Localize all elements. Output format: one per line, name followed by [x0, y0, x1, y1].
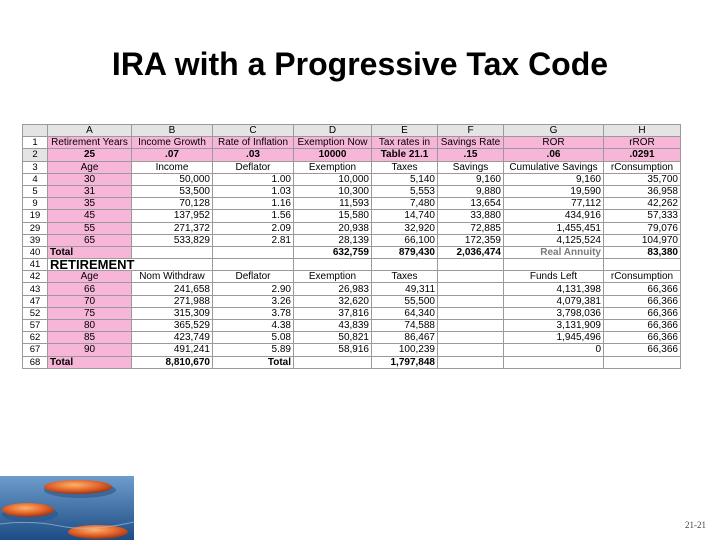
- data-cell: 32,620: [294, 295, 372, 307]
- param-value: .03: [213, 149, 294, 161]
- data-cell: 10,000: [294, 173, 372, 185]
- param-value: .06: [504, 149, 604, 161]
- data-cell: 100,239: [372, 344, 438, 356]
- column-letter: A: [48, 125, 132, 137]
- retirement-header-row: [23, 259, 681, 271]
- param-label: Rate of Inflation: [213, 137, 294, 149]
- data-cell: 66: [48, 283, 132, 295]
- retirement-label: RETIREMENT: [48, 259, 213, 271]
- data-cell: 15,580: [294, 210, 372, 222]
- data-cell: 43,839: [294, 320, 372, 332]
- row-number: 5: [23, 185, 48, 197]
- empty-cell: [438, 356, 504, 368]
- row-number: 29: [23, 222, 48, 234]
- data-cell: 86,467: [372, 332, 438, 344]
- data-cell: 3,131,909: [504, 320, 604, 332]
- param-value-row: [23, 149, 681, 161]
- column-label: Exemption: [294, 271, 372, 283]
- data-cell: 30: [48, 173, 132, 185]
- data-cell: 33,880: [438, 210, 504, 222]
- param-label-row: [23, 137, 681, 149]
- empty-cell: [372, 259, 438, 271]
- table-row: [23, 210, 681, 222]
- data-cell: 2.90: [213, 283, 294, 295]
- table-row: [23, 173, 681, 185]
- data-cell: 9,160: [504, 173, 604, 185]
- total-label: Total: [213, 356, 294, 368]
- data-cell: 50,000: [132, 173, 213, 185]
- row-number: 67: [23, 344, 48, 356]
- table-row: [23, 332, 681, 344]
- data-cell: 37,816: [294, 307, 372, 319]
- column-letter: C: [213, 125, 294, 137]
- data-cell: 66,366: [604, 283, 681, 295]
- column-header-row: [23, 125, 681, 137]
- data-cell: 2.09: [213, 222, 294, 234]
- empty-cell: [132, 246, 213, 258]
- data-cell: 66,366: [604, 344, 681, 356]
- data-cell: 36,958: [604, 185, 681, 197]
- data-cell: 104,970: [604, 234, 681, 246]
- column-letter: F: [438, 125, 504, 137]
- row-number: 3: [23, 161, 48, 173]
- data-cell: 13,654: [438, 198, 504, 210]
- column-label: Deflator: [213, 271, 294, 283]
- data-cell: 4,125,524: [504, 234, 604, 246]
- column-letter: B: [132, 125, 213, 137]
- data-cell: 365,529: [132, 320, 213, 332]
- data-cell: 32,920: [372, 222, 438, 234]
- row-number: 41: [23, 259, 48, 271]
- row-number: 52: [23, 307, 48, 319]
- param-label: rROR: [604, 137, 681, 149]
- data-cell: [438, 295, 504, 307]
- retirement-total-row: [23, 356, 681, 368]
- data-cell: 57,333: [604, 210, 681, 222]
- table-row: [23, 344, 681, 356]
- param-label: Retirement Years: [48, 137, 132, 149]
- data-cell: 90: [48, 344, 132, 356]
- data-cell: 172,359: [438, 234, 504, 246]
- data-cell: 0: [504, 344, 604, 356]
- work-header-row: [23, 161, 681, 173]
- empty-cell: [504, 356, 604, 368]
- data-cell: 35,700: [604, 173, 681, 185]
- retirement-column-row: [23, 271, 681, 283]
- data-cell: 271,372: [132, 222, 213, 234]
- data-cell: 1.03: [213, 185, 294, 197]
- column-label: Cumulative Savings: [504, 161, 604, 173]
- table-row: [23, 283, 681, 295]
- param-label: Savings Rate: [438, 137, 504, 149]
- param-value: 25: [48, 149, 132, 161]
- data-cell: 55: [48, 222, 132, 234]
- data-cell: 7,480: [372, 198, 438, 210]
- empty-cell: [294, 356, 372, 368]
- empty-cell: [438, 259, 504, 271]
- param-label: Income Growth: [132, 137, 213, 149]
- data-cell: 137,952: [132, 210, 213, 222]
- data-cell: 3.26: [213, 295, 294, 307]
- column-letter: D: [294, 125, 372, 137]
- data-cell: 80: [48, 320, 132, 332]
- empty-cell: [504, 259, 604, 271]
- data-cell: 4,079,381: [504, 295, 604, 307]
- data-cell: 1.16: [213, 198, 294, 210]
- total-exemption: 632,759: [294, 246, 372, 258]
- total-savings: 2,036,474: [438, 246, 504, 258]
- data-cell: 434,916: [504, 210, 604, 222]
- column-label: Income: [132, 161, 213, 173]
- data-cell: 50,821: [294, 332, 372, 344]
- data-cell: 9,160: [438, 173, 504, 185]
- column-letter: H: [604, 125, 681, 137]
- param-value: .15: [438, 149, 504, 161]
- data-cell: 4.38: [213, 320, 294, 332]
- data-cell: 70: [48, 295, 132, 307]
- table-row: [23, 234, 681, 246]
- data-cell: 3.78: [213, 307, 294, 319]
- data-cell: 14,740: [372, 210, 438, 222]
- data-cell: 5.08: [213, 332, 294, 344]
- data-cell: 85: [48, 332, 132, 344]
- data-cell: 5.89: [213, 344, 294, 356]
- slide-title: IRA with a Progressive Tax Code: [111, 46, 609, 82]
- table-row: [23, 320, 681, 332]
- data-cell: 423,749: [132, 332, 213, 344]
- data-cell: 77,112: [504, 198, 604, 210]
- data-cell: 315,309: [132, 307, 213, 319]
- param-label: Exemption Now: [294, 137, 372, 149]
- empty-cell: [213, 246, 294, 258]
- data-cell: 5,140: [372, 173, 438, 185]
- column-letter: E: [372, 125, 438, 137]
- row-number: 2: [23, 149, 48, 161]
- corner-cell: [23, 125, 48, 137]
- column-label: Age: [48, 161, 132, 173]
- column-label: Age: [48, 271, 132, 283]
- data-cell: 19,590: [504, 185, 604, 197]
- data-cell: 5,553: [372, 185, 438, 197]
- table-row: [23, 307, 681, 319]
- data-cell: 3,798,036: [504, 307, 604, 319]
- data-cell: [438, 332, 504, 344]
- empty-cell: [213, 259, 294, 271]
- data-cell: [438, 283, 504, 295]
- data-cell: 49,311: [372, 283, 438, 295]
- param-value: Table 21.1: [372, 149, 438, 161]
- total-label: Total: [48, 356, 132, 368]
- param-value: .0291: [604, 149, 681, 161]
- data-cell: 4,131,398: [504, 283, 604, 295]
- row-number: 19: [23, 210, 48, 222]
- data-cell: 35: [48, 198, 132, 210]
- column-letter: G: [504, 125, 604, 137]
- empty-cell: [604, 356, 681, 368]
- row-number: 4: [23, 173, 48, 185]
- data-cell: 74,588: [372, 320, 438, 332]
- table-row: [23, 185, 681, 197]
- data-cell: 66,366: [604, 295, 681, 307]
- empty-cell: [294, 259, 372, 271]
- data-cell: 11,593: [294, 198, 372, 210]
- column-label: Exemption: [294, 161, 372, 173]
- data-cell: 271,988: [132, 295, 213, 307]
- decorative-stones-image: [0, 476, 134, 540]
- data-cell: [438, 320, 504, 332]
- data-cell: 42,262: [604, 198, 681, 210]
- column-label: Nom Withdraw: [132, 271, 213, 283]
- row-number: 40: [23, 246, 48, 258]
- data-cell: 79,076: [604, 222, 681, 234]
- column-label: [438, 271, 504, 283]
- data-cell: 9,880: [438, 185, 504, 197]
- table-row: [23, 222, 681, 234]
- data-cell: [438, 344, 504, 356]
- data-cell: 66,366: [604, 307, 681, 319]
- table-row: [23, 198, 681, 210]
- data-cell: 58,916: [294, 344, 372, 356]
- param-value: 10000: [294, 149, 372, 161]
- column-label: Taxes: [372, 271, 438, 283]
- param-label: ROR: [504, 137, 604, 149]
- data-cell: 72,885: [438, 222, 504, 234]
- data-cell: [438, 307, 504, 319]
- data-cell: 26,983: [294, 283, 372, 295]
- data-cell: 1,455,451: [504, 222, 604, 234]
- data-cell: 64,340: [372, 307, 438, 319]
- data-cell: 20,938: [294, 222, 372, 234]
- total-taxes: 1,797,848: [372, 356, 438, 368]
- data-cell: 70,128: [132, 198, 213, 210]
- total-withdraw: 8,810,670: [132, 356, 213, 368]
- column-label: Funds Left: [504, 271, 604, 283]
- real-annuity-value: 83,380: [604, 246, 681, 258]
- data-cell: 28,139: [294, 234, 372, 246]
- data-cell: 65: [48, 234, 132, 246]
- row-number: 43: [23, 283, 48, 295]
- spreadsheet: [22, 124, 681, 369]
- column-label: rConsumption: [604, 271, 681, 283]
- data-cell: 45: [48, 210, 132, 222]
- data-cell: 533,829: [132, 234, 213, 246]
- column-label: Savings: [438, 161, 504, 173]
- row-number: 39: [23, 234, 48, 246]
- param-value: .07: [132, 149, 213, 161]
- total-label: Total: [48, 246, 132, 258]
- row-number: 57: [23, 320, 48, 332]
- working-total-row: [23, 246, 681, 258]
- data-cell: 2.81: [213, 234, 294, 246]
- row-number: 9: [23, 198, 48, 210]
- row-number: 68: [23, 356, 48, 368]
- column-label: Taxes: [372, 161, 438, 173]
- column-label: rConsumption: [604, 161, 681, 173]
- empty-cell: [604, 259, 681, 271]
- data-cell: 53,500: [132, 185, 213, 197]
- data-cell: 75: [48, 307, 132, 319]
- data-cell: 66,366: [604, 320, 681, 332]
- row-number: 47: [23, 295, 48, 307]
- data-cell: 241,658: [132, 283, 213, 295]
- data-cell: 1.00: [213, 173, 294, 185]
- slide-number: 21-21: [685, 520, 706, 530]
- data-cell: 55,500: [372, 295, 438, 307]
- param-label: Tax rates in: [372, 137, 438, 149]
- data-cell: 1,945,496: [504, 332, 604, 344]
- table-row: [23, 295, 681, 307]
- row-number: 1: [23, 137, 48, 149]
- real-annuity-label: Real Annuity: [504, 246, 604, 258]
- data-cell: 1.56: [213, 210, 294, 222]
- data-cell: 66,366: [604, 332, 681, 344]
- row-number: 62: [23, 332, 48, 344]
- column-label: Deflator: [213, 161, 294, 173]
- row-number: 42: [23, 271, 48, 283]
- data-cell: 491,241: [132, 344, 213, 356]
- data-cell: 10,300: [294, 185, 372, 197]
- data-cell: 66,100: [372, 234, 438, 246]
- total-taxes: 879,430: [372, 246, 438, 258]
- data-cell: 31: [48, 185, 132, 197]
